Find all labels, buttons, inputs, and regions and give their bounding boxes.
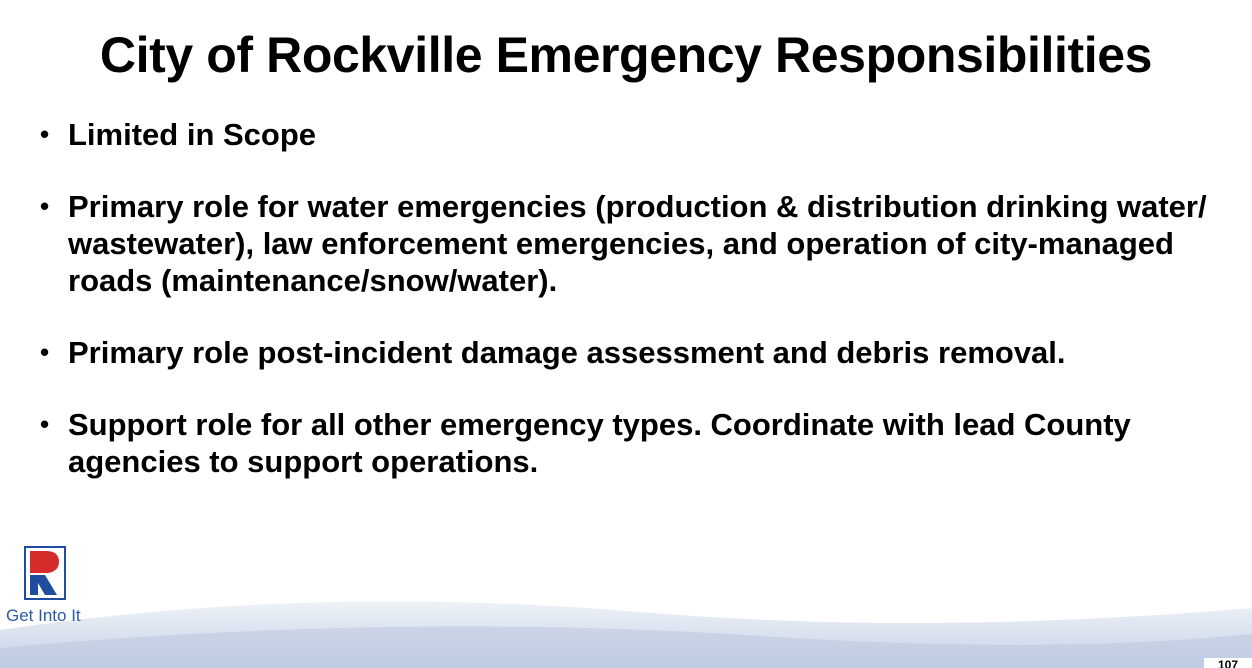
bullet-item [40, 406, 1230, 480]
bullet-text: Primary role for water emergencies (production & distribution drinking water/ wastewater), law enforcement emergencies, and operation of city-managed roads (maintenance/snow/water). [68, 189, 1207, 298]
rockville-r-logo-icon [24, 546, 66, 600]
footer-wave [0, 590, 1252, 668]
bullet-dot: • [40, 119, 50, 149]
bullet-list [40, 116, 1230, 515]
bullet-text: Primary role post-incident damage assessment and debris removal. [68, 335, 1066, 370]
bullet-dot: • [40, 191, 50, 221]
bullet-item [40, 188, 1230, 299]
bullet-text: Limited in Scope [68, 117, 317, 152]
footer-tagline: Get Into It [6, 606, 81, 625]
slide-title: City of Rockville Emergency Responsibilities [99, 27, 1153, 83]
page-number: 107 [1204, 658, 1252, 668]
bullet-text: Support role for all other emergency types. Coordinate with lead County agencies to support operations. [68, 407, 1131, 479]
bullet-dot: • [40, 409, 50, 439]
bullet-item [40, 334, 1230, 371]
bullet-dot: • [40, 337, 50, 367]
bullet-item [40, 116, 1230, 153]
